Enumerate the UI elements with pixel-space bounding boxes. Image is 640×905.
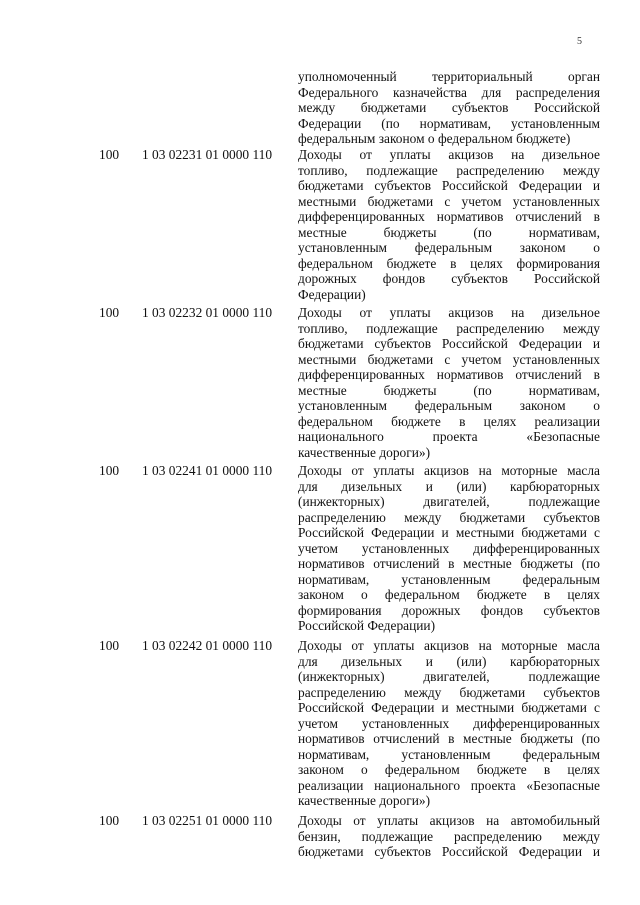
text-line: нормативов отчислений в местные бюджеты (по — [298, 556, 600, 571]
text-line: местные бюджеты (по нормативам, — [298, 224, 600, 240]
text-line: законом о федеральном бюджете в целях — [298, 762, 600, 777]
text-line: местными бюджетами с учетом установленных — [298, 351, 600, 367]
text-line: (инжекторных) двигателей, подлежащие — [298, 669, 600, 684]
text-line: дорожных фондов субъектов Российской — [298, 271, 600, 286]
text-line: распределению между бюджетами субъектов — [298, 509, 600, 525]
text-line: Российской Федерации и местными бюджетами с — [298, 525, 600, 540]
text-line: для дизельных и (или) карбюраторных — [298, 478, 600, 494]
text-line: Федерации (по нормативам, установленным — [298, 115, 600, 131]
revenue-description — [298, 638, 600, 809]
text-line: учетом установленных дифференцированных — [298, 540, 600, 556]
text-line: Доходы от уплаты акцизов на дизельное — [298, 147, 600, 162]
text-line: местными бюджетами с учетом установленных — [298, 193, 600, 209]
text-line: распределению между бюджетами субъектов — [298, 684, 600, 700]
text-line: учетом установленных дифференцированных — [298, 715, 600, 731]
text-line: нормативам, установленным федеральным — [298, 571, 600, 587]
revenue-description — [298, 813, 600, 860]
admin-code: 100 — [99, 638, 120, 653]
text-line: законом о федеральном бюджете в целях — [298, 587, 600, 602]
text-line: Российской Федерации) — [298, 618, 436, 633]
budget-classification-code: 1 03 02242 01 0000 110 — [142, 638, 273, 653]
text-line: федеральным законом о федеральном бюджете) — [298, 131, 571, 146]
text-line: бензин, подлежащие распределению между — [298, 828, 600, 844]
text-line: реализации национального проекта «Безопасные — [298, 777, 600, 793]
text-line: для дизельных и (или) карбюраторных — [298, 653, 600, 669]
text-line: Доходы от уплаты акцизов на автомобильный — [298, 813, 600, 828]
text-line: федеральном бюджете в целях реализации — [298, 413, 600, 429]
admin-code: 100 — [99, 813, 120, 828]
text-line: Доходы от уплаты акцизов на дизельное — [298, 305, 600, 320]
budget-classification-code: 1 03 02232 01 0000 110 — [142, 305, 273, 320]
text-line: федеральном бюджете в целях формирования — [298, 255, 600, 271]
budget-classification-code: 1 03 02241 01 0000 110 — [142, 463, 273, 478]
budget-classification-code: 1 03 02231 01 0000 110 — [142, 147, 273, 162]
text-line: нормативам, установленным федеральным — [298, 746, 600, 762]
admin-code: 100 — [99, 147, 120, 162]
budget-classification-code: 1 03 02251 01 0000 110 — [142, 813, 273, 828]
admin-code: 100 — [99, 305, 120, 320]
text-line: Федерации) — [298, 286, 366, 302]
text-line: Российской Федерации и местными бюджетами с — [298, 700, 600, 715]
text-line: нормативов отчислений в местные бюджеты (по — [298, 731, 600, 746]
text-line: установленным федеральным законом о — [298, 240, 600, 255]
revenue-description — [298, 147, 600, 302]
text-line: бюджетами субъектов Российской Федерации и — [298, 178, 600, 193]
text-line: установленным федеральным законом о — [298, 398, 600, 413]
text-line: формирования дорожных фондов субъектов — [298, 602, 600, 618]
text-line: топливо, подлежащие распределению между — [298, 320, 600, 336]
text-line: бюджетами субъектов Российской Федерации и — [298, 844, 600, 859]
text-line: (инжекторных) двигателей, подлежащие — [298, 494, 600, 509]
admin-code: 100 — [99, 463, 120, 478]
text-line: топливо, подлежащие распределению между — [298, 162, 600, 178]
text-line: национального проекта «Безопасные — [298, 429, 600, 444]
text-line: качественные дороги») — [298, 793, 431, 808]
text-line: дифференцированных нормативов отчислений в — [298, 367, 600, 382]
text-line: дифференцированных нормативов отчислений в — [298, 209, 600, 224]
text-line: местные бюджеты (по нормативам, — [298, 382, 600, 398]
text-line: качественные дороги») — [298, 444, 431, 460]
text-line: между бюджетами субъектов Российской — [298, 100, 600, 115]
text-line: Доходы от уплаты акцизов на моторные масла — [298, 638, 600, 653]
revenue-description — [298, 305, 600, 460]
revenue-description — [298, 463, 600, 634]
continuation-text — [298, 69, 600, 147]
page-number: 5 — [577, 36, 582, 47]
text-line: бюджетами субъектов Российской Федерации и — [298, 336, 600, 351]
text-line: Федерального казначейства для распределения — [298, 84, 600, 100]
text-line: уполномоченный территориальный орган — [298, 69, 600, 84]
text-line: Доходы от уплаты акцизов на моторные масла — [298, 463, 600, 478]
